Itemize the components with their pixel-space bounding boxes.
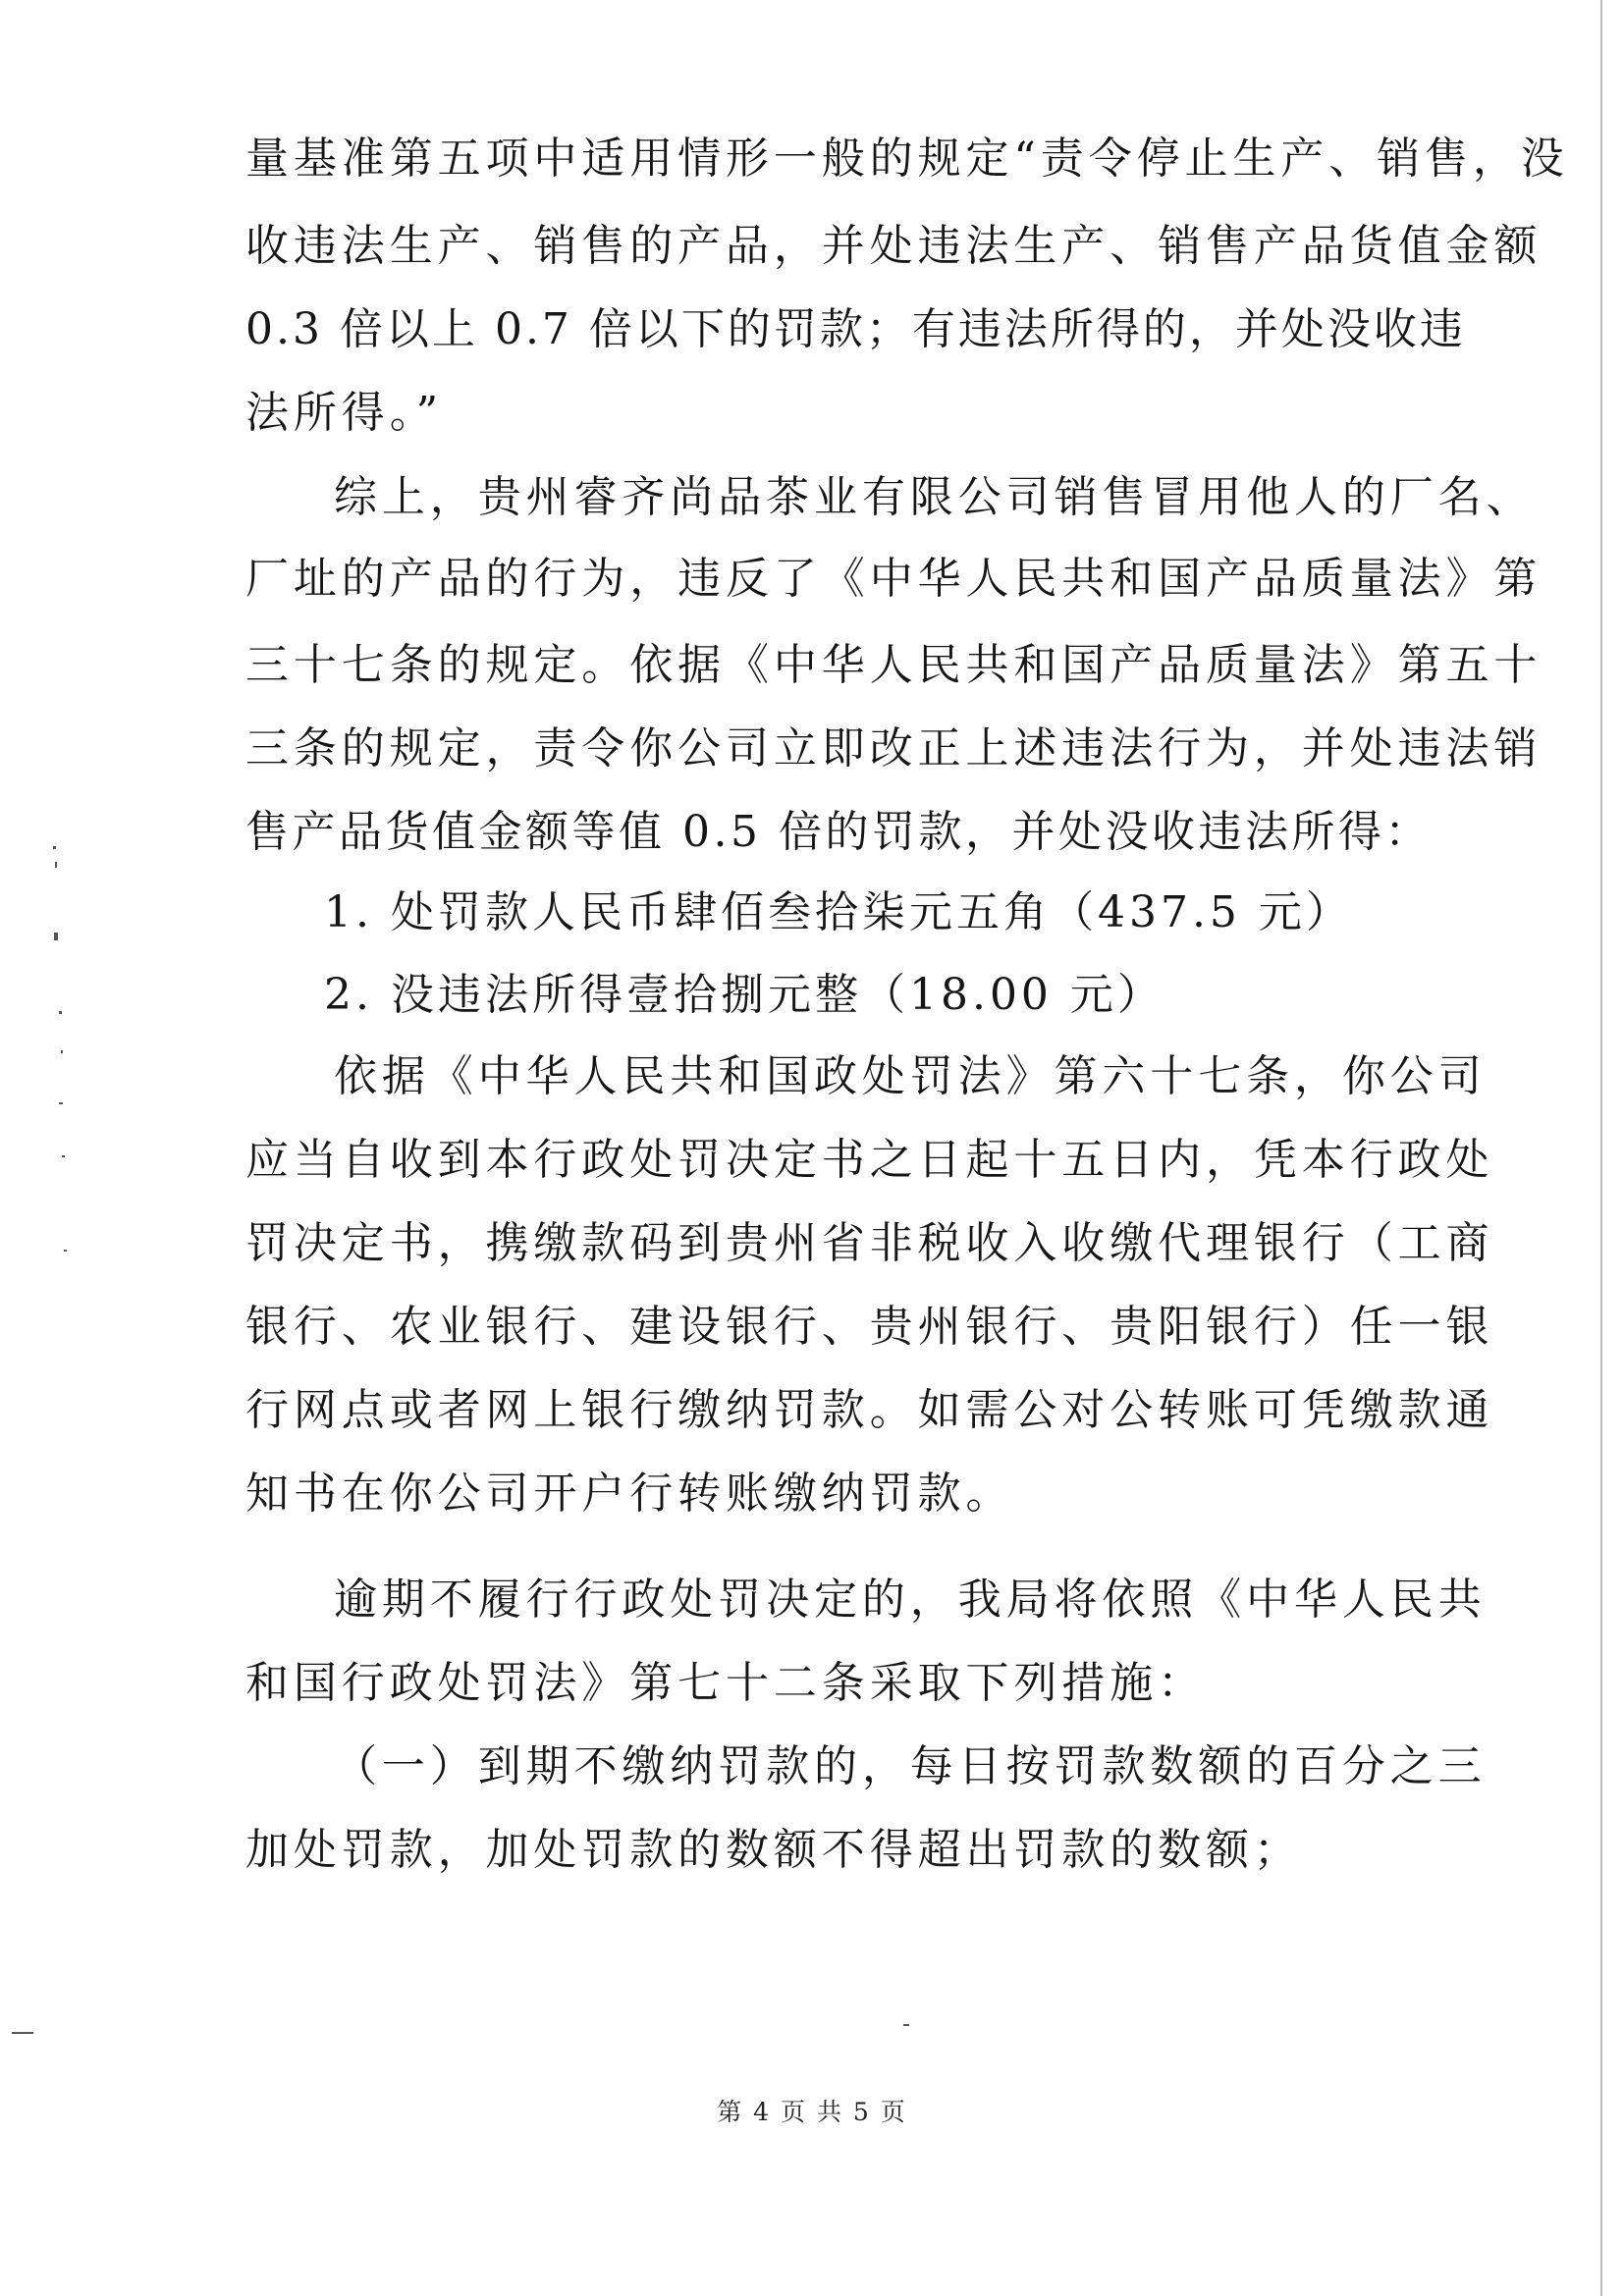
text-line: 知书在你公司开户行转账缴纳罚款。	[245, 1468, 1014, 1519]
text-line: 三条的规定，责令你公司立即改正上述违法行为，并处违法销	[245, 723, 1543, 774]
text-line: 法所得。”	[245, 388, 443, 438]
text-line: 应当自收到本行政处罚决定书之日起十五日内，凭本行政处	[245, 1135, 1494, 1185]
page-number: 第 4 页 共 5 页	[717, 2098, 907, 2126]
text-line: 依据《中华人民共和国政处罚法》第六十七条，你公司	[334, 1051, 1487, 1101]
text-line: 0.3 倍以上 0.7 倍以下的罚款；有违法所得的，并处没收违	[245, 304, 1466, 354]
text-line: 量基准第五项中适用情形一般的规定“责令停止生产、销售，没	[245, 133, 1569, 184]
scan-speck	[59, 1011, 62, 1014]
text-line: 和国行政处罚法》第七十二条采取下列措施：	[245, 1658, 1206, 1708]
penalty-item: 1. 处罚款人民币肆佰叁拾柒元五角（437.5 元）	[324, 887, 1353, 937]
text-line: 加处罚款，加处罚款的数额不得超出罚款的数额；	[245, 1825, 1302, 1875]
text-line: 厂址的产品的行为，违反了《中华人民共和国产品质量法》第	[245, 554, 1543, 604]
text-line: 罚决定书，携缴款码到贵州省非税收入收缴代理银行（工商	[245, 1218, 1494, 1268]
scan-speck	[61, 1050, 63, 1053]
scan-speck	[64, 1250, 67, 1252]
scan-speck	[62, 1155, 65, 1157]
penalty-item: 2. 没违法所得壹拾捌元整（18.00 元）	[324, 970, 1164, 1020]
scan-speck	[55, 862, 57, 868]
scan-speck	[54, 933, 58, 940]
scan-edge-line	[1600, 0, 1602, 2296]
text-line: （一）到期不缴纳罚款的，每日按罚款数额的百分之三	[334, 1741, 1487, 1791]
scan-speck	[59, 1102, 63, 1104]
scan-speck	[12, 2032, 33, 2034]
text-line: 银行、农业银行、建设银行、贵州银行、贵阳银行）任一银	[245, 1302, 1494, 1352]
text-line: 逾期不履行行政处罚决定的，我局将依照《中华人民共	[334, 1575, 1487, 1625]
scan-speck	[903, 2024, 909, 2026]
scan-speck	[53, 846, 56, 849]
text-line: 三十七条的规定。依据《中华人民共和国产品质量法》第五十	[245, 640, 1543, 690]
text-line: 售产品货值金额等值 0.5 倍的罚款，并处没收违法所得：	[245, 807, 1432, 857]
text-line: 行网点或者网上银行缴纳罚款。如需公对公转账可凭缴款通	[245, 1385, 1494, 1435]
text-line: 收违法生产、销售的产品，并处违法生产、销售产品货值金额	[245, 221, 1543, 271]
text-line: 综上，贵州睿齐尚品茶业有限公司销售冒用他人的厂名、	[334, 472, 1535, 522]
